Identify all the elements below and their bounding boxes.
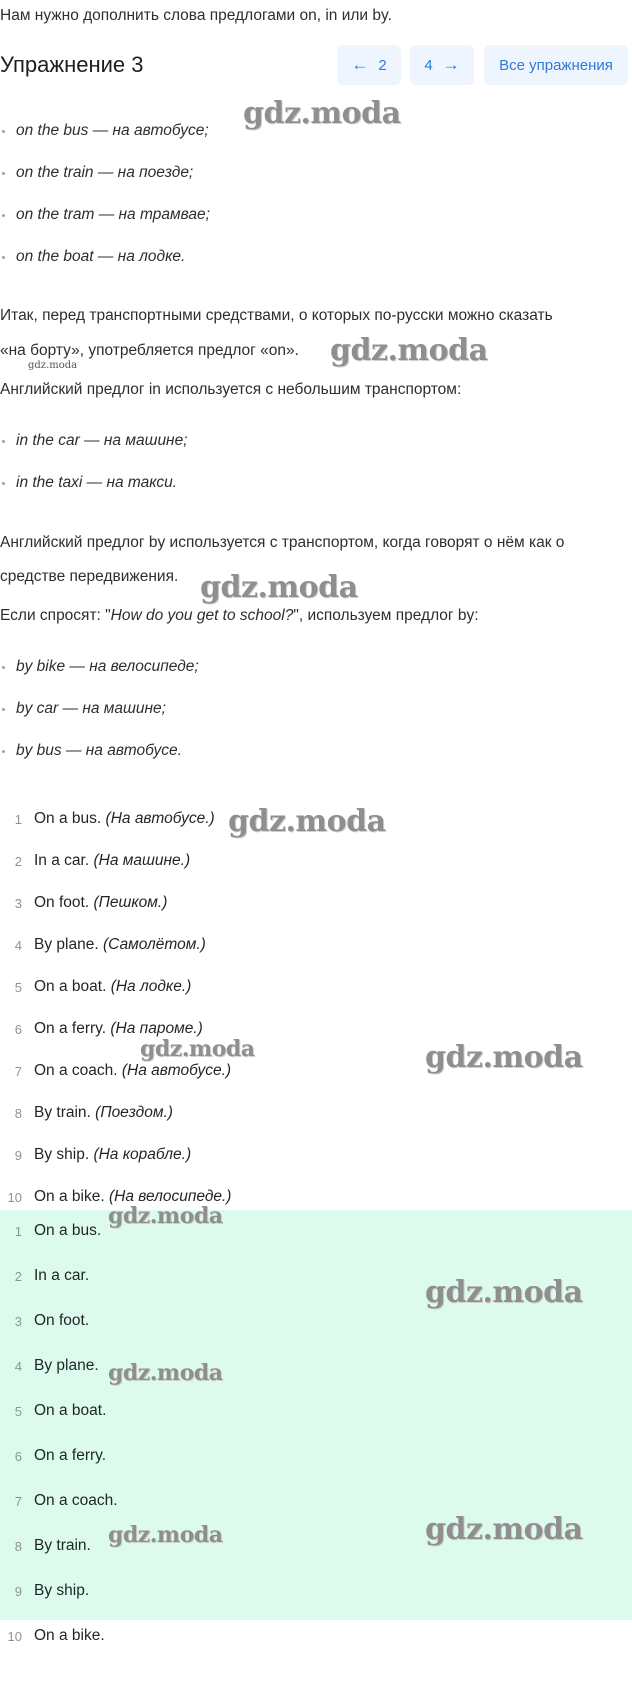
answer-item: In a car. <box>34 1267 90 1284</box>
prev-exercise-button[interactable] <box>337 45 401 85</box>
paragraph: Итак, перед транспортными средствами, о которых по-русски можно сказать <box>0 307 553 324</box>
question-text: How do you get to school? <box>110 607 294 624</box>
task-intro: Нам нужно дополнить слова предлогами on, in или by. <box>0 7 392 24</box>
bullet-dot <box>2 214 5 217</box>
item-number: 5 <box>14 1404 22 1419</box>
bullet-dot <box>2 666 5 669</box>
watermark-logo: gdz.moda <box>330 333 488 368</box>
paragraph: средстве передвижения. <box>0 568 179 585</box>
arrow-right-icon: → <box>442 55 460 74</box>
list-item: by bike — на велосипеде; <box>16 658 199 676</box>
list-item: by bus — на автобусе. <box>16 742 182 760</box>
watermark-logo: gdz.moda <box>200 570 358 605</box>
item-number: 1 <box>14 1224 22 1239</box>
all-exercises-label: Все упражнения <box>499 56 613 74</box>
bullet-dot <box>2 130 5 133</box>
item-number: 7 <box>14 1494 22 1509</box>
answer-item: By train. <box>34 1537 91 1554</box>
answer-item: By plane. <box>34 1357 99 1374</box>
next-exercise-button[interactable] <box>410 45 474 85</box>
item-number: 4 <box>14 1359 22 1374</box>
answer-item: On foot. (Пешком.) <box>34 894 168 911</box>
item-number: 10 <box>7 1629 22 1644</box>
answer-item: On a bike. (На велосипеде.) <box>34 1188 232 1205</box>
answer-item: By ship. <box>34 1582 90 1599</box>
watermark-logo: gdz.moda <box>28 360 78 371</box>
watermark-logo: gdz.moda <box>108 1522 223 1548</box>
bullet-dot <box>2 256 5 259</box>
paragraph: «на борту», употребляется предлог «on». <box>0 342 299 359</box>
watermark-logo: gdz.moda <box>108 1360 223 1386</box>
item-number: 9 <box>14 1148 22 1163</box>
answer-item: By plane. (Самолётом.) <box>34 936 206 953</box>
answer-item: On a boat. <box>34 1402 107 1419</box>
item-number: 3 <box>14 896 22 911</box>
page-title: Упражнение 3 <box>0 52 144 77</box>
item-number: 10 <box>7 1190 22 1205</box>
item-number: 2 <box>14 854 22 869</box>
item-number: 4 <box>14 938 22 953</box>
paragraph: Если спросят: "How do you get to school?", используем предлог by: <box>0 607 479 624</box>
paragraph: Английский предлог by используется с транспортом, когда говорят о нём как о <box>0 534 565 551</box>
item-number: 6 <box>14 1449 22 1464</box>
item-number: 5 <box>14 980 22 995</box>
list-item: in the car — на машине; <box>16 432 188 450</box>
answer-item: On a coach. (На автобусе.) <box>34 1062 232 1079</box>
answer-item: On a boat. (На лодке.) <box>34 978 192 995</box>
watermark-logo: gdz.moda <box>425 1275 583 1310</box>
list-item: on the tram — на трамвае; <box>16 206 210 224</box>
bullet-dot <box>2 482 5 485</box>
bullet-dot <box>2 440 5 443</box>
watermark-logo: gdz.moda <box>425 1512 583 1547</box>
answer-item: On foot. <box>34 1312 90 1329</box>
list-item: on the bus — на автобусе; <box>16 122 209 140</box>
bullet-dot <box>2 708 5 711</box>
item-number: 9 <box>14 1584 22 1599</box>
answer-item: On a bus. <box>34 1222 102 1239</box>
bullet-dot <box>2 750 5 753</box>
item-number: 7 <box>14 1064 22 1079</box>
list-item: by car — на машине; <box>16 700 166 718</box>
answer-item: On a coach. <box>34 1492 118 1509</box>
item-number: 6 <box>14 1022 22 1037</box>
item-number: 1 <box>14 812 22 827</box>
list-item: in the taxi — на такси. <box>16 474 177 492</box>
answer-item: By ship. (На корабле.) <box>34 1146 192 1163</box>
watermark-logo: gdz.moda <box>108 1203 223 1229</box>
answer-item: On a ferry. <box>34 1447 107 1464</box>
watermark-logo: gdz.moda <box>243 96 401 131</box>
item-number: 2 <box>14 1269 22 1284</box>
watermark-logo: gdz.moda <box>425 1040 583 1075</box>
list-item: on the train — на поезде; <box>16 164 193 182</box>
answer-item: On a ferry. (На пароме.) <box>34 1020 203 1037</box>
next-exercise-label: 4 <box>424 56 433 74</box>
watermark-logo: gdz.moda <box>228 804 386 839</box>
answer-block <box>0 1210 632 1620</box>
bullet-dot <box>2 172 5 175</box>
list-item: on the boat — на лодке. <box>16 248 185 266</box>
item-number: 8 <box>14 1106 22 1121</box>
paragraph: Английский предлог in используется с небольшим транспортом: <box>0 381 462 398</box>
item-number: 8 <box>14 1539 22 1554</box>
prev-exercise-label: 2 <box>378 56 387 74</box>
answer-item: On a bus. (На автобусе.) <box>34 810 215 827</box>
arrow-left-icon: ← <box>351 55 369 74</box>
answer-item: On a bike. <box>34 1627 105 1644</box>
watermark-logo: gdz.moda <box>140 1036 255 1062</box>
answer-item: In a car. (На машине.) <box>34 852 191 869</box>
answer-item: By train. (Поездом.) <box>34 1104 173 1121</box>
item-number: 3 <box>14 1314 22 1329</box>
all-exercises-button[interactable] <box>484 45 628 85</box>
